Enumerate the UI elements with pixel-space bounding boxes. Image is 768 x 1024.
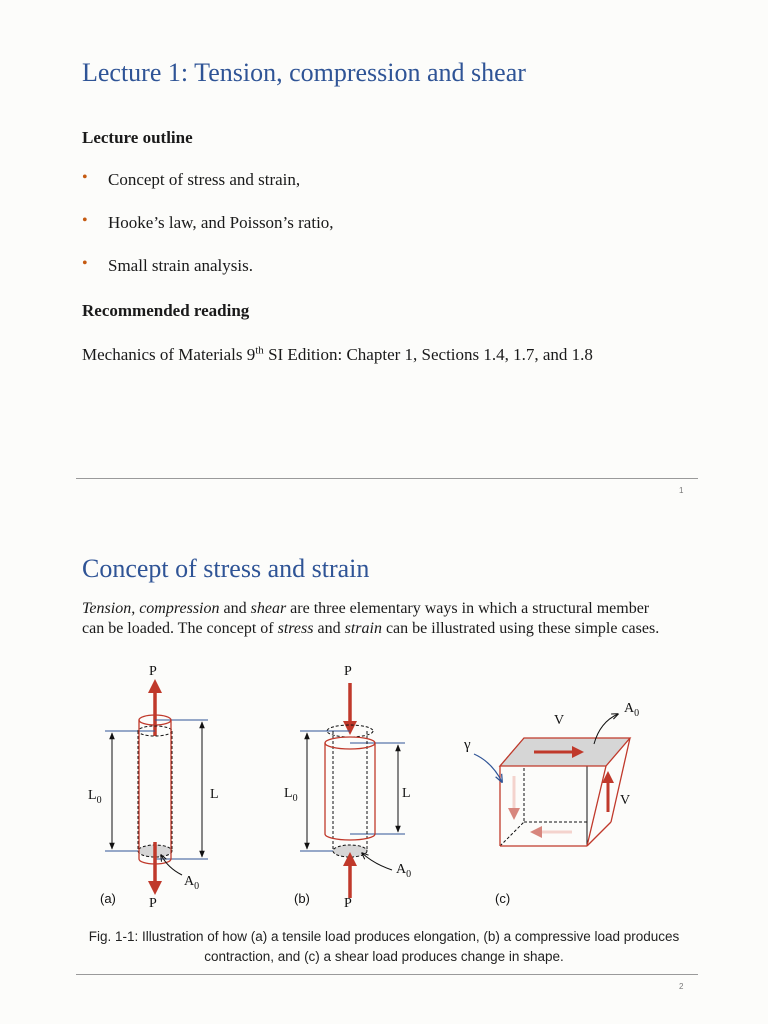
bullet-text: Hooke’s law, and Poisson’s ratio, (108, 213, 334, 232)
intro-emphasis: strain (344, 620, 382, 637)
original-length-label: $L_0$ (88, 788, 102, 806)
intro-emphasis: stress (277, 620, 314, 637)
intro-emphasis: shear (250, 600, 287, 617)
figure-caption: Fig. 1-1: Illustration of how (a) a tensile load produces elongation, (b) a compressive load produces contraction, and (c) a shear load produces change in shape. (88, 929, 680, 964)
intro-emphasis: compression (139, 600, 220, 617)
intro-text: can be illustrated using these simple cases. (381, 620, 660, 637)
intro-text: and (219, 600, 251, 617)
reading-part: SI Edition: Chapter 1, Sections 1.4, 1.7, and 1.8 (263, 345, 593, 364)
load-label-bottom: P (149, 896, 157, 911)
page-number: 1 (679, 486, 684, 495)
shear-strain-label: γ (464, 737, 471, 753)
page-divider (76, 478, 698, 479)
deformed-length-label: L (210, 787, 219, 802)
outline-list (82, 170, 334, 299)
slide-page-1 (0, 0, 768, 498)
compression-diagram (284, 664, 411, 911)
list-item (82, 213, 334, 256)
tension-diagram (88, 664, 219, 911)
reading-text (82, 344, 682, 366)
bullet-icon: • (82, 212, 88, 229)
cross-section-area (333, 845, 367, 857)
page-divider (76, 974, 698, 975)
intro-paragraph (82, 599, 672, 639)
slide-page-2 (0, 498, 768, 1024)
area-label: $A_0$ (624, 701, 640, 719)
list-item (82, 256, 334, 299)
load-label-bottom: P (344, 896, 352, 911)
bullet-icon: • (82, 169, 88, 186)
area-label: $A_0$ (184, 874, 200, 892)
panel-label-c: (c) (495, 891, 511, 906)
intro-text: and (313, 620, 345, 637)
cube-edge (500, 822, 524, 846)
original-length-label: $L_0$ (284, 786, 298, 804)
intro-text: are three elementary ways in which a structural member can be loaded. The concept of (82, 600, 650, 637)
intro-text: , (131, 600, 140, 617)
area-label: $A_0$ (396, 862, 412, 880)
shear-diagram (463, 701, 639, 906)
reading-part: Mechanics of Materials 9 (82, 345, 256, 364)
sheared-edge (587, 822, 611, 846)
page-title: Lecture 1: Tension, compression and shear (82, 58, 526, 87)
reading-superscript: th (255, 344, 264, 357)
page-number: 2 (679, 982, 684, 991)
outline-heading: Lecture outline (82, 128, 193, 147)
section-title: Concept of stress and strain (82, 554, 370, 583)
deformed-length-label: L (402, 786, 411, 801)
panel-label-b: (b) (294, 891, 310, 906)
reading-heading: Recommended reading (82, 301, 250, 320)
load-label-top: P (344, 664, 352, 679)
panel-label-a: (a) (100, 891, 116, 906)
bullet-text: Small strain analysis. (108, 256, 253, 275)
shear-force-label-top: V (554, 713, 565, 728)
shear-angle-pointer (474, 754, 502, 782)
intro-emphasis: Tension (82, 600, 132, 617)
load-label-top: P (149, 664, 157, 679)
bullet-text: Concept of stress and strain, (108, 170, 301, 189)
sheared-edge (587, 766, 606, 846)
area-pointer (362, 853, 392, 870)
shear-force-label-right: V (620, 793, 631, 808)
bullet-icon: • (82, 255, 88, 272)
stress-strain-figure (60, 654, 680, 924)
list-item (82, 170, 334, 213)
